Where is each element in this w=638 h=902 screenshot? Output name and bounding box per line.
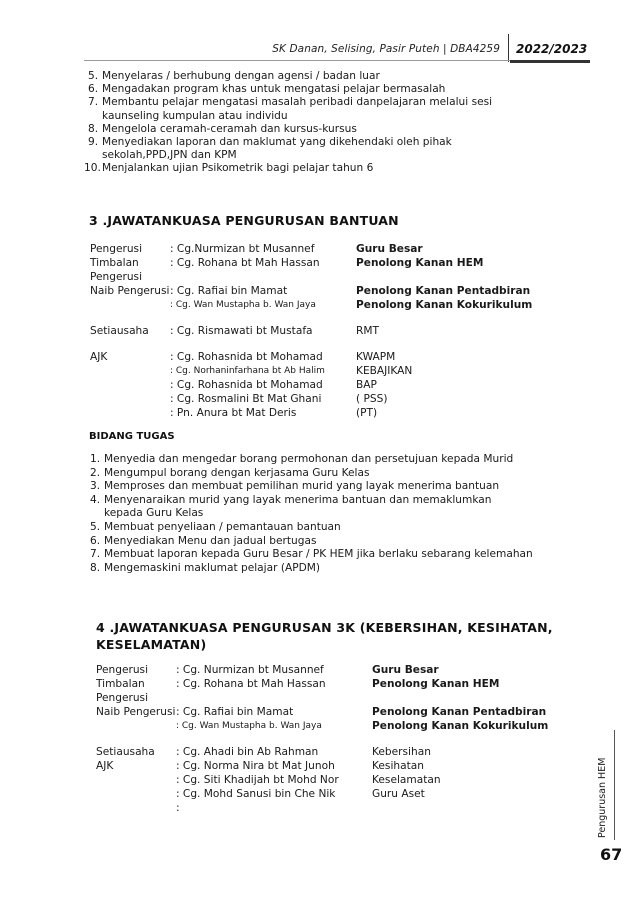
section-3-committee [90, 243, 533, 421]
committee-row: : Cg. Wan Mustapha b. Wan Jaya Penolong Kanan Kokurikulum [176, 720, 549, 732]
section-3-title: 3 .JAWATANKUASA PENGURUSAN BANTUAN [89, 213, 399, 228]
side-rule [614, 730, 615, 840]
list-item: 7. Membuat laporan kepada Guru Besar / PK HEM jika berlaku sebarang kelemahan [90, 548, 533, 561]
committee-row: Pengerusi : Cg.Nurmizan bt Musannef Guru Besar [90, 243, 423, 255]
list-item: 9. Menyediakan laporan dan maklumat yang dikehendaki oleh pihak [88, 136, 452, 149]
list-item: 1. Menyedia dan mengedar borang permohonan dan persetujuan kepada Murid [90, 453, 514, 465]
committee-row: Timbalan : Cg. Rohana bt Mah Hassan Penolong Kanan HEM [96, 678, 500, 690]
committee-row: Naib Pengerusi : Cg. Rafiai bin Mamat Penolong Kanan Pentadbiran [90, 285, 531, 297]
list-item: 3. Memproses dan membuat pemilihan murid yang layak menerima bantuan [90, 480, 500, 493]
list-item: 5. Menyelaras / berhubung dengan agensi / badan luar [88, 70, 380, 82]
list-item: 7. Membantu pelajar mengatasi masalah peribadi danpelajaran melalui sesi [88, 96, 493, 109]
top-duty-list [84, 70, 528, 176]
list-item: 5. Membuat penyeliaan / pemantauan bantuan [90, 520, 341, 533]
list-item: 4. Menyenaraikan murid yang layak menerima bantuan dan memaklumkan [90, 493, 492, 506]
page-number: 67 [600, 845, 623, 864]
committee-row: AJK : Cg. Norma Nira bt Mat Junoh Kesihatan [96, 760, 424, 772]
committee-row: Pengerusi [90, 271, 143, 283]
committee-row: Setiausaha : Cg. Ahadi bin Ab Rahman Kebersihan [96, 746, 431, 758]
bidang-tugas-list [90, 453, 540, 575]
committee-row: : [176, 802, 180, 814]
committee-row: : Cg. Rohasnida bt Mohamad BAP [170, 379, 377, 391]
committee-row: Pengerusi [96, 692, 149, 704]
header-rule-accent [510, 60, 590, 63]
committee-row: Timbalan : Cg. Rohana bt Mah Hassan Penolong Kanan HEM [90, 257, 484, 269]
committee-row: : Cg. Mohd Sanusi bin Che Nik Guru Aset [176, 788, 425, 800]
list-item: 2. Mengumpul borang dengan kerjasama Guru Kelas [90, 466, 370, 479]
list-item: 10. Menjalankan ujian Psikometrik bagi pelajar tahun 6 [84, 162, 374, 175]
committee-row: : Cg. Rosmalini Bt Mat Ghani ( PSS) [170, 393, 388, 405]
committee-row: AJK : Cg. Rohasnida bt Mohamad KWAPM [90, 351, 396, 363]
committee-row: : Cg. Siti Khadijah bt Mohd Nor Keselamatan [176, 774, 441, 786]
committee-row: Naib Pengerusi : Cg. Rafiai bin Mamat Penolong Kanan Pentadbiran [96, 706, 547, 718]
header-divider [508, 34, 509, 62]
list-item: 6. Mengadakan program khas untuk mengatasi pelajar bermasalah [88, 83, 446, 96]
committee-row: : Cg. Wan Mustapha b. Wan Jaya Penolong Kanan Kokurikulum [170, 299, 533, 311]
list-item: 6. Menyediakan Menu dan jadual bertugas [90, 534, 317, 547]
committee-row: Pengerusi : Cg. Nurmizan bt Musannef Guru Besar [96, 664, 439, 676]
list-item: 8. Mengemaskini maklumat pelajar (APDM) [90, 561, 321, 574]
side-section-label: Pengurusan HEM [597, 757, 608, 838]
section-4-title-line-1: 4 .JAWATANKUASA PENGURUSAN 3K (KEBERSIHAN, KESIHATAN, [96, 620, 553, 635]
section-4-title-line-2: KESELAMATAN) [96, 637, 207, 652]
list-item: sekolah,PPD,JPN dan KPM [102, 149, 237, 162]
section-4-committee [96, 664, 549, 816]
committee-row: : Cg. Norhaninfarhana bt Ab Halim KEBAJIKAN [170, 365, 413, 377]
header-school-info: SK Danan, Selising, Pasir Puteh | DBA4259 [272, 43, 500, 55]
bidang-tugas-title: BIDANG TUGAS [89, 431, 175, 442]
header-year: 2022/2023 [516, 42, 588, 56]
list-item: 8. Mengelola ceramah-ceramah dan kursus-kursus [88, 122, 357, 135]
committee-row: : Pn. Anura bt Mat Deris (PT) [170, 407, 378, 419]
list-item: kepada Guru Kelas [104, 507, 204, 520]
committee-row: Setiausaha : Cg. Rismawati bt Mustafa RMT [90, 325, 379, 337]
list-item: kaunseling kumpulan atau individu [102, 109, 288, 122]
